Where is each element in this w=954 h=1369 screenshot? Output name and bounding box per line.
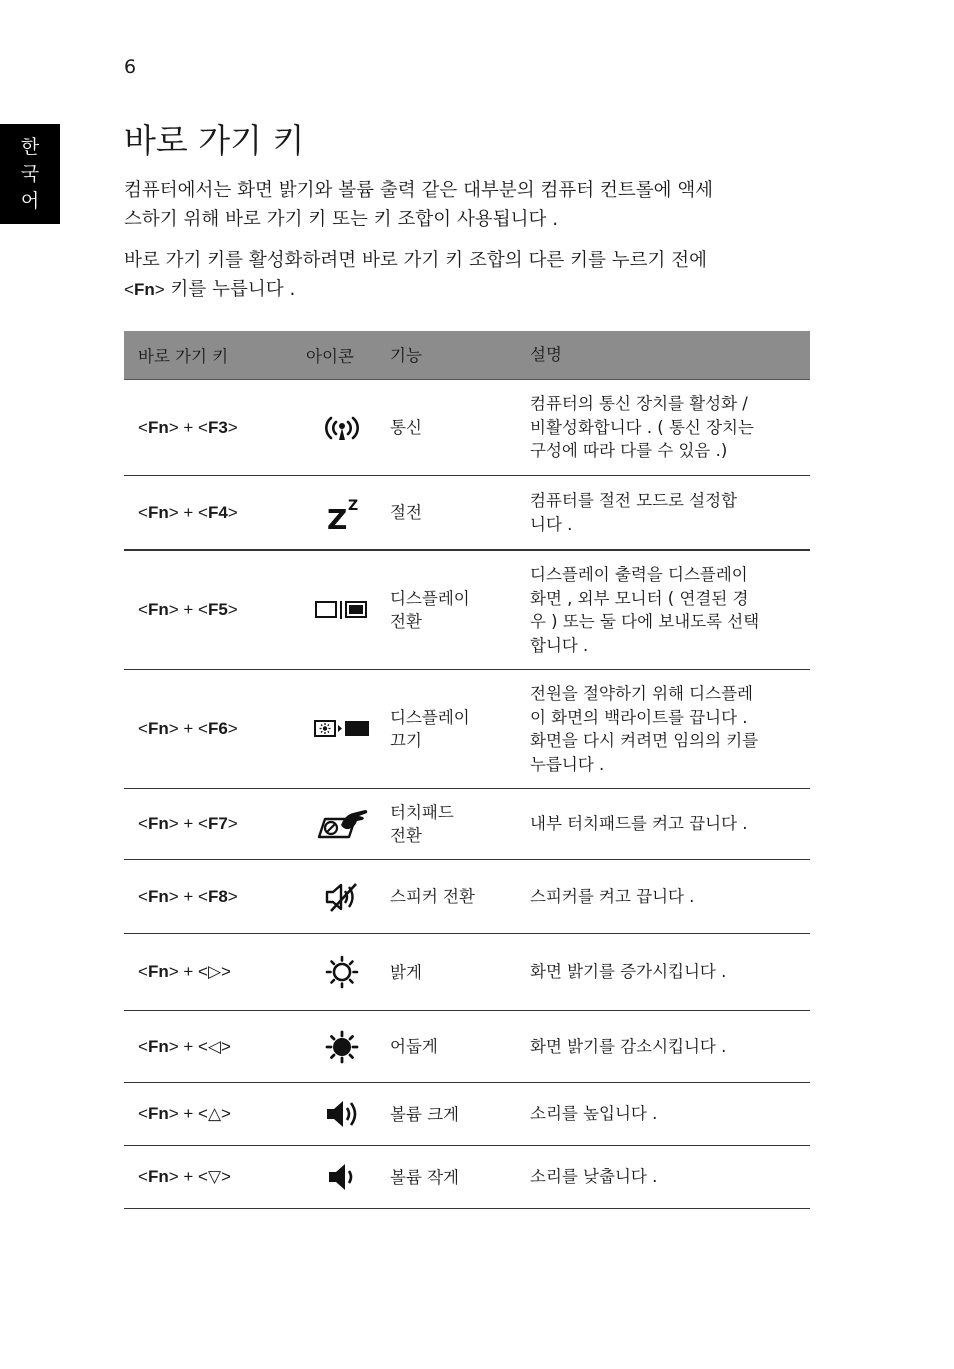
fn-key: Fn [147, 719, 169, 738]
hotkey-combo: <Fn> + <F8> [138, 886, 238, 906]
language-tab-char: 국 [20, 162, 40, 185]
table-row [124, 380, 810, 476]
table-row [124, 670, 810, 789]
function-name: 밝게 [390, 962, 422, 982]
fn-key: Fn [147, 1036, 169, 1056]
function-description: 컴퓨터를 절전 모드로 설정합 니다 . [530, 491, 738, 534]
function-key: ▷ [207, 962, 222, 981]
language-tab-char: 한 [20, 135, 40, 158]
fn-key: Fn [147, 1104, 169, 1123]
fn-key: Fn [147, 814, 169, 833]
function-key: F8 [207, 886, 228, 906]
hotkey-combo: <Fn> + <F6> [138, 719, 238, 738]
function-name: 통신 [390, 418, 422, 437]
table-row [124, 1011, 810, 1083]
hotkey-table [124, 331, 810, 1209]
function-key: F3 [207, 417, 228, 437]
header-description: 설명 [530, 345, 562, 365]
display-off-icon [294, 718, 390, 740]
fn-key: Fn [147, 886, 169, 906]
function-description: 내부 터치패드를 켜고 끕니다 . [530, 814, 748, 834]
hotkey-combo: <Fn> + <◁> [138, 1036, 231, 1056]
function-name: 디스플레이 전환 [390, 589, 470, 631]
function-key: F7 [207, 814, 228, 833]
fn-key: Fn [147, 502, 169, 522]
function-description: 소리를 낮춥니다 . [530, 1167, 658, 1187]
function-description: 소리를 높입니다 . [530, 1104, 658, 1124]
function-description: 전원을 절약하기 위해 디스플레 이 화면의 백라이트를 끕니다 . 화면을 다시 켜려면 임의의 키를 누릅니다 . [530, 684, 759, 774]
page-title: 바로 가기 키 [124, 121, 305, 160]
volume-up-icon [294, 1098, 390, 1130]
table-header [124, 331, 810, 380]
volume-down-icon [294, 1161, 390, 1193]
table-row [124, 860, 810, 934]
function-name: 스피커 전환 [390, 887, 475, 906]
language-tab [0, 124, 60, 224]
function-name: 볼륨 크게 [390, 1104, 460, 1124]
intro-paragraph [124, 176, 814, 234]
function-key: ◁ [207, 1036, 222, 1056]
function-key: F5 [207, 600, 228, 619]
hotkey-combo: <Fn> + <▷> [138, 962, 231, 981]
hotkey-combo: <Fn> + <F7> [138, 814, 238, 833]
display-toggle-icon [294, 599, 390, 621]
table-row [124, 551, 810, 670]
fn-key: Fn [147, 962, 169, 981]
table-row [124, 1146, 810, 1209]
hotkey-combo: <Fn> + <F5> [138, 600, 238, 619]
hotkey-combo: <Fn> + <▽> [138, 1167, 231, 1186]
table-row [124, 934, 810, 1011]
page-number: 6 [124, 56, 137, 78]
function-description: 스피커를 켜고 끕니다 . [530, 886, 695, 906]
language-tab-char: 어 [20, 189, 40, 212]
fn-key: Fn [147, 1167, 169, 1186]
table-row [124, 1083, 810, 1146]
sleep-icon [294, 494, 390, 532]
header-hotkey: 바로 가기 키 [138, 347, 229, 366]
function-key: F4 [207, 502, 228, 522]
hotkey-combo: <Fn> + <F3> [138, 417, 238, 437]
fn-key-label: <Fn> [124, 280, 165, 299]
function-key: △ [207, 1104, 222, 1123]
table-row [124, 476, 810, 551]
function-name: 절전 [390, 503, 422, 522]
brightness-down-icon [294, 1030, 390, 1064]
function-key: F6 [207, 719, 228, 738]
function-description: 컴퓨터의 통신 장치를 활성화 / 비활성화합니다 . ( 통신 장치는 구성에 따라 다를 수 있음 .) [530, 394, 754, 461]
header-icon: 아이콘 [306, 347, 354, 366]
fn-key: Fn [147, 417, 169, 437]
hotkey-combo: <Fn> + <F4> [138, 502, 238, 522]
function-description: 화면 밝기를 증가시킵니다 . [530, 962, 727, 982]
fn-key: Fn [147, 600, 169, 619]
intro-line: 컴퓨터에서는 화면 밝기와 볼륨 출력 같은 대부분의 컴퓨터 컨트롤에 액세 [124, 180, 714, 201]
speaker-mute-icon [294, 882, 390, 912]
table-row [124, 789, 810, 860]
intro-line: 스하기 위해 바로 가기 키 또는 키 조합이 사용됩니다 . [124, 209, 559, 230]
function-name: 디스플레이 끄기 [390, 708, 470, 750]
header-function: 기능 [390, 345, 422, 365]
wireless-icon [294, 413, 390, 443]
function-name: 볼륨 작게 [390, 1167, 460, 1187]
function-name: 터치패드 전환 [390, 803, 454, 845]
touchpad-icon [294, 807, 390, 841]
brightness-up-icon [294, 955, 390, 989]
svg-text:Z: Z [348, 497, 359, 514]
instruction-paragraph [124, 246, 814, 304]
table-body [124, 380, 810, 1209]
function-description: 디스플레이 출력을 디스플레이 화면 , 외부 모니터 ( 연결된 경 우 ) 또는 둘 다에 보내도록 선택 합니다 . [530, 565, 760, 655]
function-key: ▽ [207, 1167, 222, 1186]
function-description: 화면 밝기를 감소시킵니다 . [530, 1036, 727, 1056]
instruction-line: 키를 누릅니다 . [164, 279, 296, 300]
function-name: 어둡게 [390, 1037, 438, 1056]
instruction-line: 바로 가기 키를 활성화하려면 바로 가기 키 조합의 다른 키를 누르기 전에 [124, 250, 707, 271]
svg-text:Z: Z [327, 502, 348, 532]
hotkey-combo: <Fn> + <△> [138, 1104, 231, 1123]
